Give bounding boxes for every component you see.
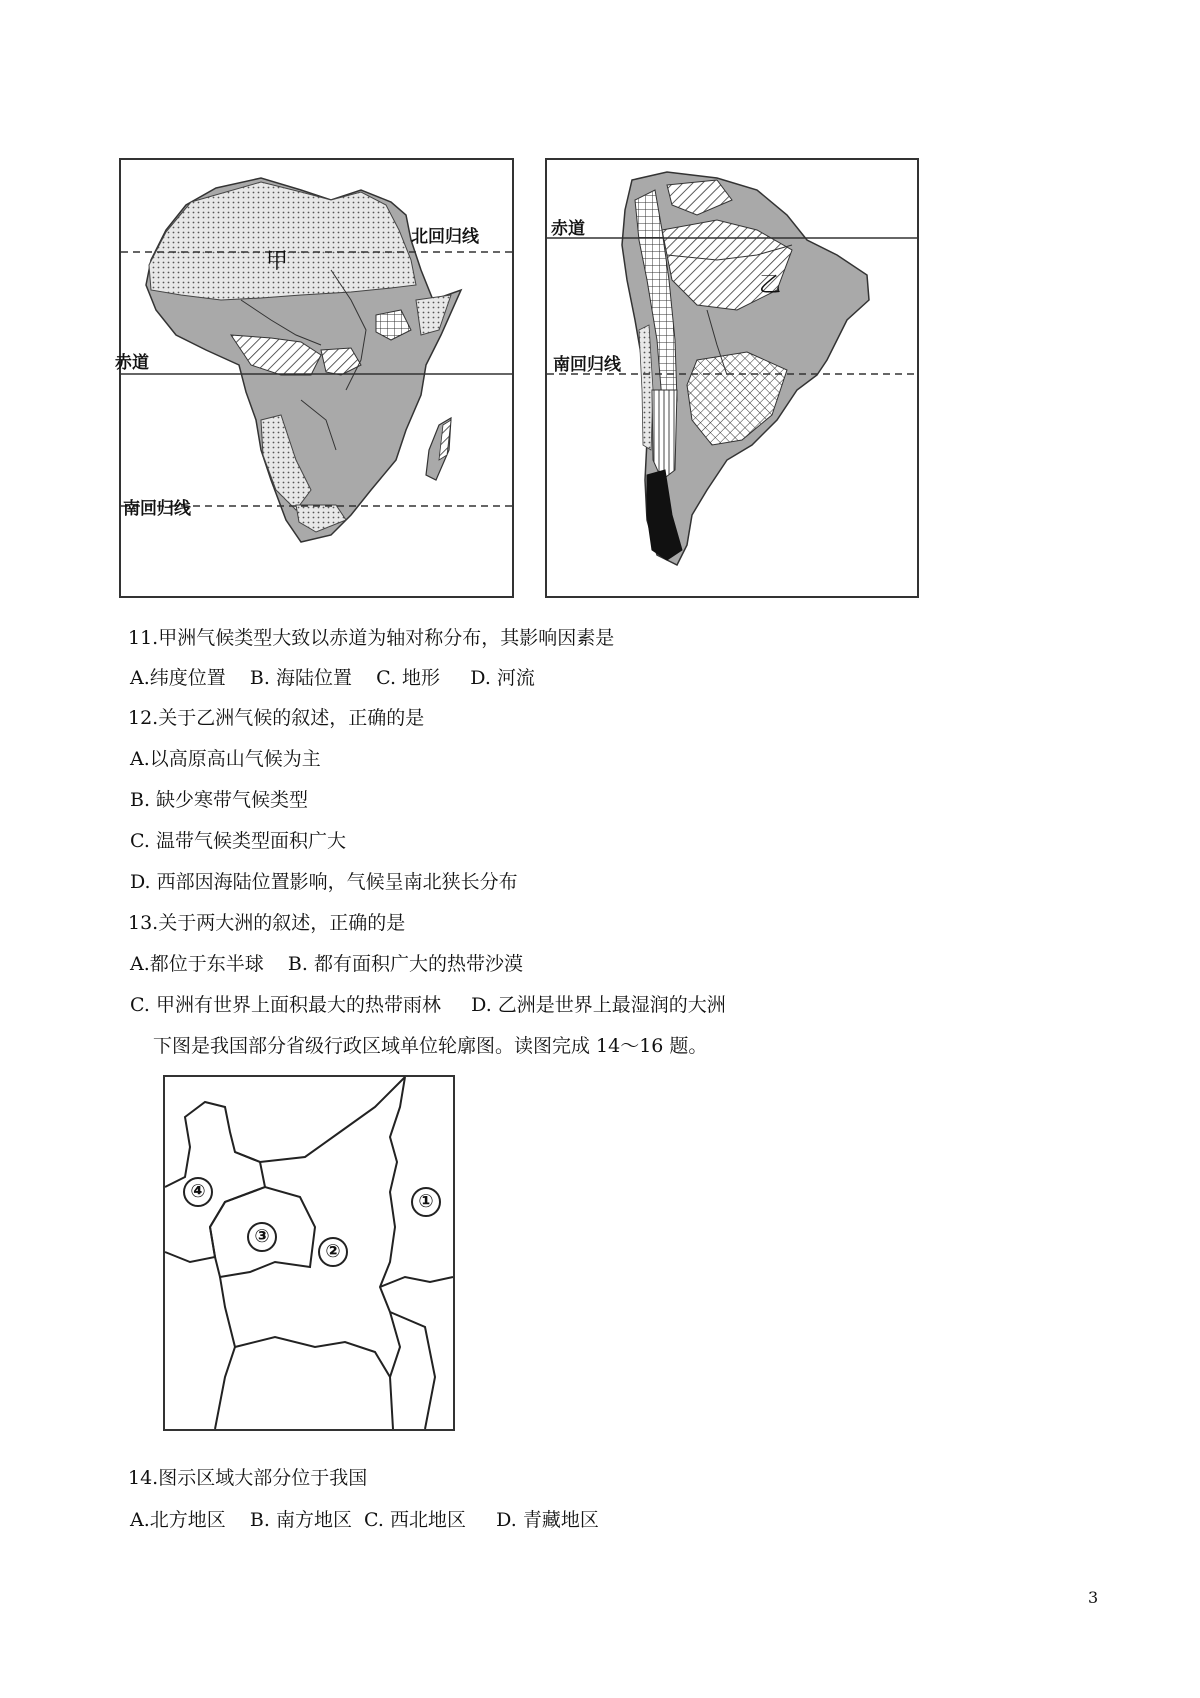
page-number: 3	[1088, 1588, 1099, 1607]
sahara-desert	[149, 182, 416, 300]
question-14-stem: 14.图示区域大部分位于我国	[128, 1467, 368, 1489]
label-equator-africa: 赤道	[115, 353, 149, 373]
question-11-options: A.纬度位置 B. 海陆位置 C. 地形 D. 河流	[130, 667, 535, 689]
question-12-stem: 12.关于乙洲气候的叙述，正确的是	[128, 707, 425, 729]
china-provinces-graphic	[165, 1077, 453, 1429]
question-12-option-b: B. 缺少寒带气候类型	[130, 789, 309, 811]
label-tropic-south-sa: 南回归线	[553, 355, 621, 375]
patagonia-strip	[652, 390, 677, 480]
la-plata-region	[687, 352, 787, 445]
question-13-options-line-1: A.都位于东半球 B. 都有面积广大的热带沙漠	[130, 953, 523, 975]
southern-boundary	[215, 1277, 235, 1429]
label-tropic-south-africa: 南回归线	[123, 499, 191, 519]
question-12-option-a: A.以高原高山气候为主	[130, 748, 321, 770]
question-13-options-line-2: C. 甲洲有世界上面积最大的热带雨林 D. 乙洲是世界上最湿润的大洲	[130, 994, 726, 1016]
region-2-label: ②	[318, 1237, 348, 1267]
question-12-option-d: D. 西部因海陆位置影响，气候呈南北狭长分布	[130, 871, 518, 893]
region-1-outline	[380, 1077, 405, 1429]
region-1-label: ①	[411, 1187, 441, 1217]
south-america-map-graphic	[547, 160, 917, 596]
question-11-stem: 11.甲洲气候类型大致以赤道为轴对称分布，其影响因素是	[128, 627, 615, 649]
region-2-outline	[260, 1077, 405, 1162]
label-tropic-north-africa: 北回归线	[411, 227, 479, 247]
label-jia: 甲	[266, 249, 289, 274]
region-3-label: ③	[247, 1222, 277, 1252]
africa-map	[115, 158, 514, 598]
label-yi: 乙	[759, 273, 782, 298]
label-equator-sa: 赤道	[551, 219, 585, 239]
intro-text: 下图是我国部分省级行政区域单位轮廓图。读图完成 14～16 题。	[153, 1035, 708, 1057]
region-4-label: ④	[183, 1177, 213, 1207]
south-america-map	[545, 158, 919, 598]
question-14-options: A.北方地区 B. 南方地区 C. 西北地区 D. 青藏地区	[130, 1509, 599, 1531]
china-provinces-map	[163, 1075, 455, 1431]
question-13-stem: 13.关于两大洲的叙述，正确的是	[128, 912, 406, 934]
question-12-option-c: C. 温带气候类型面积广大	[130, 830, 346, 852]
